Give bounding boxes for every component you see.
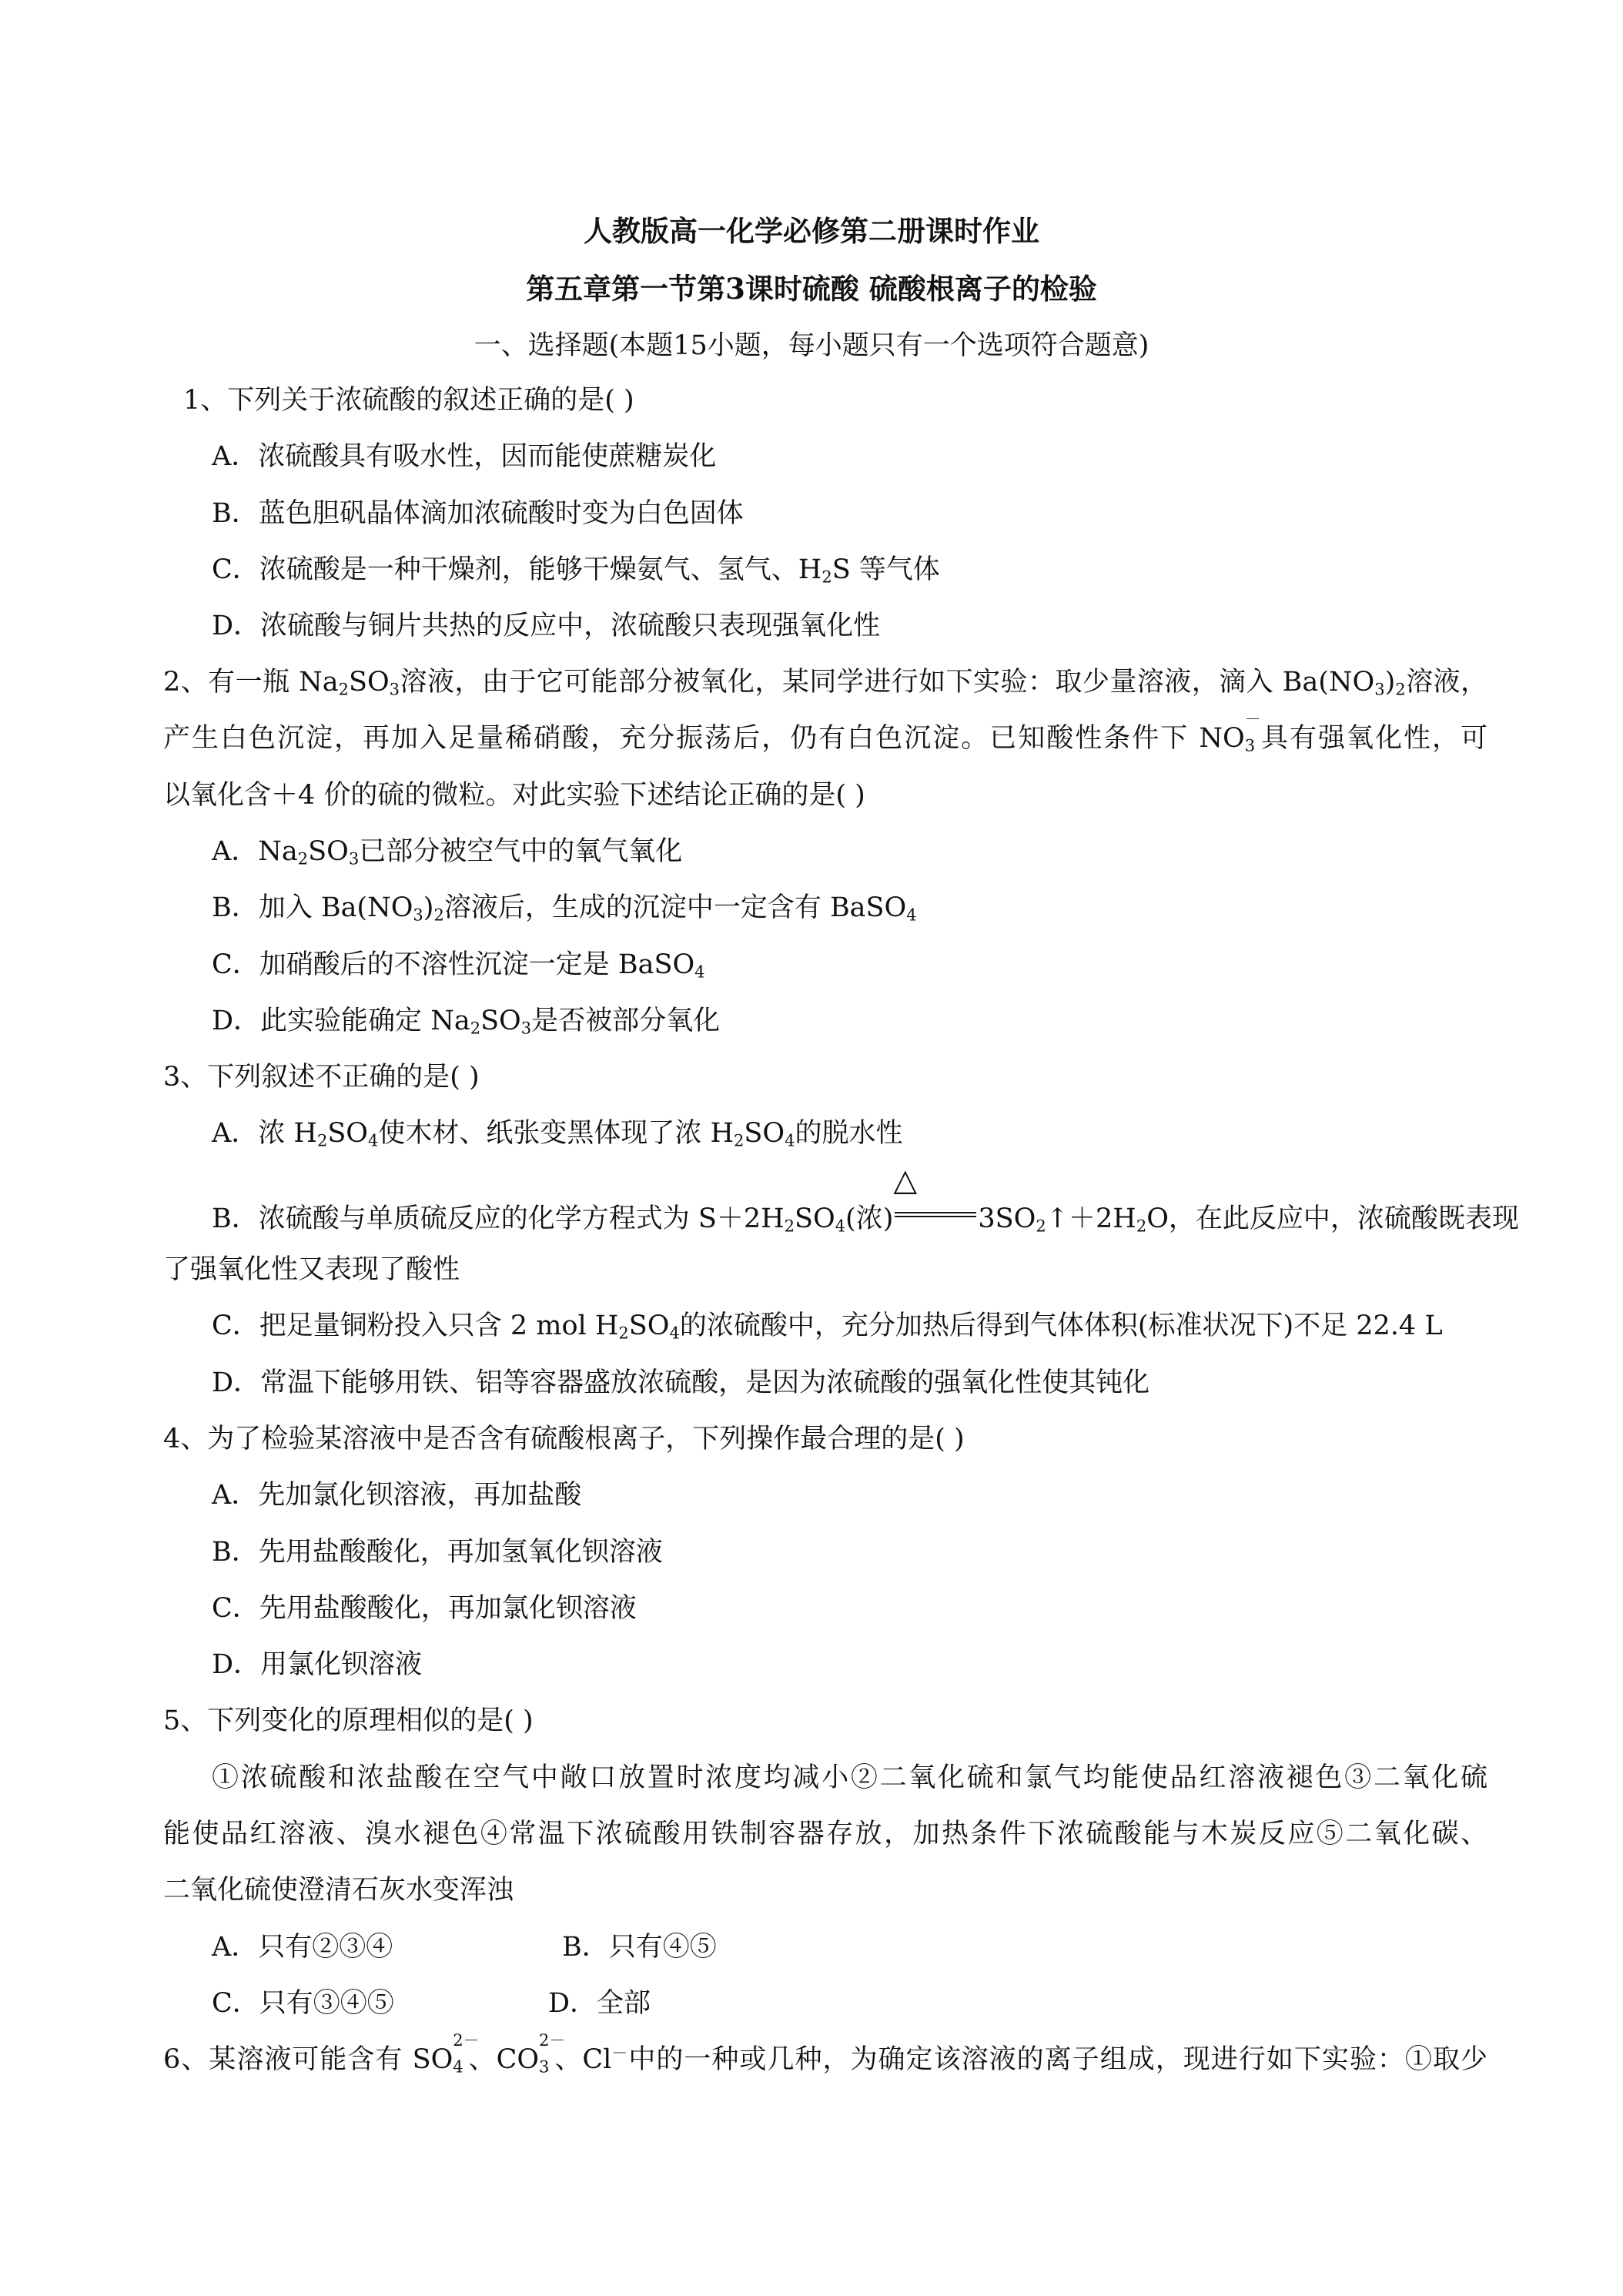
- question-3-stem: 3、下列叙述不正确的是( ): [163, 1062, 480, 1093]
- question-2-stem-line-1: 2、有一瓶 $Na_2SO_3$溶液，由于它可能部分被氧化，某同学进行如下实验：取少量溶液，滴入 $Ba(NO_3)_2$溶液，: [163, 667, 1487, 699]
- heat-triangle-icon: △: [893, 1163, 918, 1198]
- question-2-option-b: B．加入 $Ba(NO_3)_2$溶液后，生成的沉淀中一定含有 BaSO$_4$: [212, 892, 917, 925]
- question-5-statement-line-3: 二氧化硫使澄清石灰水变浑浊: [163, 1875, 514, 1906]
- question-5-statement-line-1: ①浓硫酸和浓盐酸在空气中敞口放置时浓度均减小②二氧化硫和氯气均能使品红溶液褪色③二氧化硫: [212, 1762, 1487, 1793]
- question-4-option-c: C．先用盐酸酸化，再加氯化钡溶液: [212, 1593, 637, 1624]
- document-subtitle: 第五章第一节第3课时硫酸 硫酸根离子的检验: [526, 272, 1097, 306]
- question-3-option-c: C．把足量铜粉投入只含 2 mol $H_2SO_4$的浓硫酸中，充分加热后得到气体体积(标准状况下)不足 22.4 L: [212, 1310, 1443, 1343]
- question-2-stem-line-3: 以氧化含＋4 价的硫的微粒。对此实验下述结论正确的是( ): [163, 780, 865, 811]
- question-1-stem: 1、下列关于浓硫酸的叙述正确的是( ): [183, 385, 634, 416]
- question-5-stem: 5、下列变化的原理相似的是( ): [163, 1705, 534, 1736]
- question-2-option-c: C．加硝酸后的不溶性沉淀一定是 BaSO$_4$: [212, 949, 705, 982]
- question-1-option-b: B．蓝色胆矾晶体滴加浓硫酸时变为白色固体: [212, 498, 744, 529]
- question-2-stem-line-2: 产生白色沉淀，再加入足量稀硝酸，充分振荡后，仍有白色沉淀。已知酸性条件下 $NO_3$ － 具有强氧化性，可: [163, 710, 1487, 755]
- question-2-option-d: D．此实验能确定 $Na_2SO_3$是否被部分氧化: [212, 1006, 721, 1038]
- question-5-option-a: A．只有②③④: [212, 1932, 393, 1963]
- question-5-option-c: C．只有③④⑤: [212, 1988, 394, 2019]
- question-3-option-a: A．浓 $H_2SO_4$使木材、纸张变黑体现了浓 $H_2SO_4$的脱水性: [212, 1118, 903, 1150]
- question-2-option-a: A．$Na_2SO_3$已部分被空气中的氧气氧化: [212, 836, 683, 869]
- question-1-option-a: A．浓硫酸具有吸水性，因而能使蔗糖炭化: [212, 441, 717, 472]
- question-5-statement-line-2: 能使品红溶液、溴水褪色④常温下浓硫酸用铁制容器存放，加热条件下浓硫酸能与木炭反应⑤二氧化碳、: [163, 1819, 1487, 1849]
- question-5-option-b: B．只有④⑤: [562, 1932, 717, 1963]
- question-5-option-d: D．全部: [548, 1988, 651, 2019]
- document-title: 人教版高一化学必修第二册课时作业: [584, 214, 1039, 248]
- question-4-option-b: B．先用盐酸酸化，再加氢氧化钡溶液: [212, 1537, 663, 1568]
- section-heading: 一、选择题(本题15小题，每小题只有一个选项符合题意): [474, 330, 1149, 361]
- question-4-option-d: D．用氯化钡溶液: [212, 1649, 423, 1680]
- question-1-option-d: D．浓硫酸与铜片共热的反应中，浓硫酸只表现强氧化性: [212, 611, 881, 641]
- question-3-option-d: D．常温下能够用铁、铝等容器盛放浓硫酸，是因为浓硫酸的强氧化性使其钝化: [212, 1367, 1150, 1398]
- question-4-stem: 4、为了检验某溶液中是否含有硫酸根离子，下列操作最合理的是( ): [163, 1424, 965, 1454]
- question-4-option-a: A．先加氯化钡溶液，再加盐酸: [212, 1480, 582, 1511]
- heating-condition-arrow: [893, 1163, 978, 1227]
- question-3-option-b: B．浓硫酸与单质硫反应的化学方程式为 $S+2H_2SO_4$(浓) △ $3SO_2↑+2H_2O$，在此反应中，浓硫酸既表现: [212, 1163, 1519, 1236]
- question-6-stem-line-1: 6、某溶液可能含有 $SO_4$ 2－ 、$CO_3$ 2－ 、Cl－中的一种或几种，为确定该溶液的离子组成，现进行如下实验：①取少: [163, 2031, 1487, 2077]
- question-1-option-c: C．浓硫酸是一种干燥剂，能够干燥氨气、氢气、$H_2S$ 等气体: [212, 554, 940, 587]
- question-3-option-b-line-2: 了强氧化性又表现了酸性: [163, 1254, 460, 1285]
